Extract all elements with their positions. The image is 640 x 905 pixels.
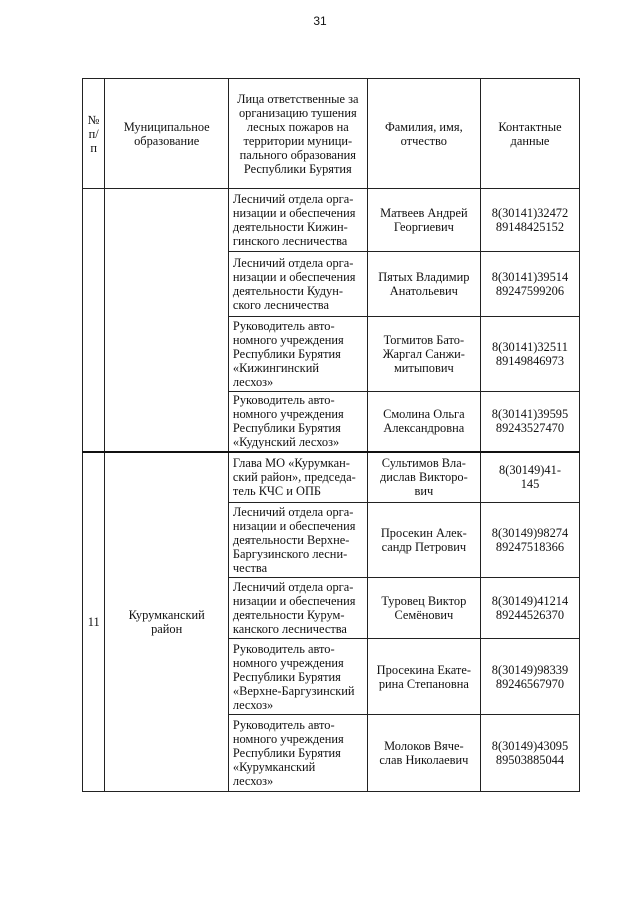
cell-contacts: 8(30149)41- 145	[480, 452, 579, 503]
cell-name: Просекина Екате- рина Степановна	[367, 639, 480, 715]
cell-municipality-kurumkan: Курумканский район	[105, 452, 228, 792]
header-name: Фамилия, имя, отчество	[367, 79, 480, 189]
cell-responsible: Лесничий отдела орга- низации и обеспечения деятельности Кижин- гинского лесничества	[228, 189, 367, 252]
cell-num	[83, 189, 105, 452]
cell-contacts: 8(30141)39595 89243527470	[480, 392, 579, 452]
page-number: 31	[313, 14, 327, 28]
cell-contacts: 8(30149)43095 89503885044	[480, 715, 579, 792]
cell-contacts: 8(30149)98274 89247518366	[480, 503, 579, 578]
cell-name: Просекин Алек- сандр Петрович	[367, 503, 480, 578]
cell-responsible: Руководитель авто- номного учреждения Республики Бурятия «Кудунский лесхоз»	[228, 392, 367, 452]
cell-contacts: 8(30141)39514 89247599206	[480, 252, 579, 317]
table-row	[83, 452, 580, 503]
header-responsible: Лица ответственные за организацию тушения лесных пожаров на территории муници- пального образования Республики Бурятия	[228, 79, 367, 189]
cell-name: Пятых Владимир Анатольевич	[367, 252, 480, 317]
cell-responsible: Руководитель авто- номного учреждения Республики Бурятия «Верхне-Баргузинский лесхоз»	[228, 639, 367, 715]
cell-responsible: Лесничий отдела орга- низации и обеспечения деятельности Кудун- ского лесничества	[228, 252, 367, 317]
cell-contacts: 8(30141)32472 89148425152	[480, 189, 579, 252]
cell-responsible: Глава МО «Курумкан- ский район», председа- тель КЧС и ОПБ	[228, 452, 367, 503]
header-num: № п/ п	[83, 79, 105, 189]
cell-responsible: Руководитель авто- номного учреждения Республики Бурятия «Кижингинский лесхоз»	[228, 317, 367, 392]
cell-name: Смолина Ольга Александровна	[367, 392, 480, 452]
table-row	[83, 189, 580, 252]
responsible-persons-table	[82, 78, 580, 792]
cell-responsible: Лесничий отдела орга- низации и обеспечения деятельности Курум- канского лесничества	[228, 578, 367, 639]
table-header-row	[83, 79, 580, 189]
header-contacts: Контактные данные	[480, 79, 579, 189]
cell-contacts: 8(30141)32511 89149846973	[480, 317, 579, 392]
cell-name: Матвеев Андрей Георгиевич	[367, 189, 480, 252]
cell-contacts: 8(30149)41214 89244526370	[480, 578, 579, 639]
cell-name: Тогмитов Бато- Жаргал Санжи- митыпович	[367, 317, 480, 392]
cell-responsible: Руководитель авто- номного учреждения Республики Бурятия «Курумканский лесхоз»	[228, 715, 367, 792]
cell-responsible: Лесничий отдела орга- низации и обеспечения деятельности Верхне- Баргузинского лесни- чества	[228, 503, 367, 578]
cell-name: Туровец Виктор Семёнович	[367, 578, 480, 639]
cell-contacts: 8(30149)98339 89246567970	[480, 639, 579, 715]
cell-num-11: 11	[83, 452, 105, 792]
cell-municipality	[105, 189, 228, 452]
cell-name: Молоков Вяче- слав Николаевич	[367, 715, 480, 792]
header-municipality: Муниципальное образование	[105, 79, 228, 189]
cell-name: Сультимов Вла- дислав Викторо- вич	[367, 452, 480, 503]
